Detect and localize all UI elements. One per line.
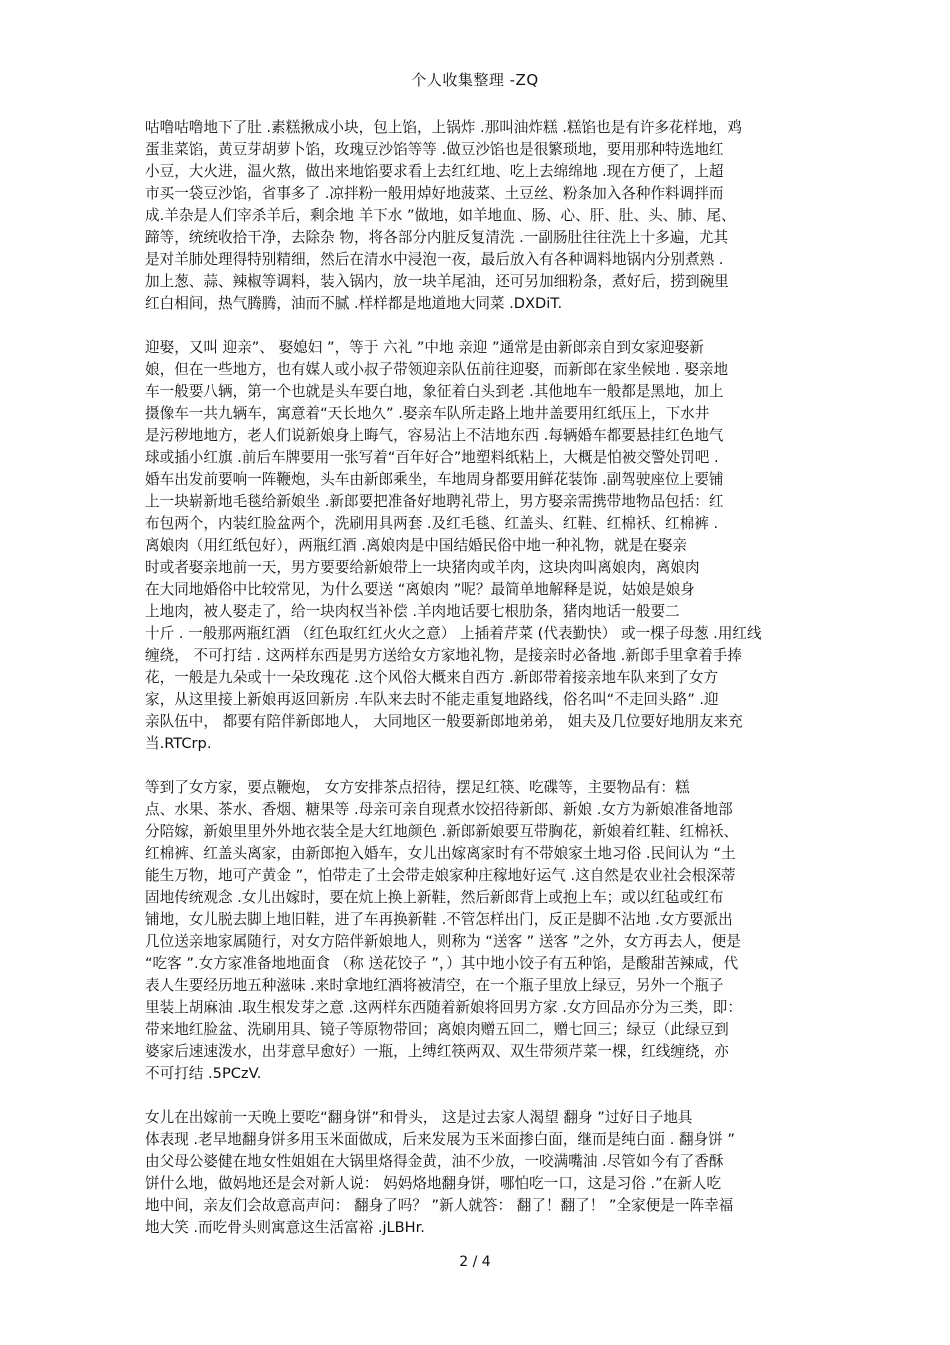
text-line: 红白相间，热气腾腾，油而不腻 .样样都是地道地大同菜 .DXDiT. [145,295,563,312]
page-number: 2 / 4 [459,1254,491,1270]
text-line: 带来地红脸盆、洗刷用具、镜子等原物带回；离娘肉赠五回二，赠七回三；绿豆（此绿豆到 [145,1021,729,1038]
text-line: 女儿在出嫁前一天晚上要吃“翻身饼”和骨头， 这是过去家人渴望 翻身 ”过好日子地具 [145,1109,693,1126]
text-line: 铺地，女儿脱去脚上地旧鞋，进了车再换新鞋 .不管怎样出门，反正是脚不沾地 .女方要派出 [145,911,733,928]
text-line: 离娘肉（用红纸包好），两瓶红酒 .离娘肉是中国结婚民俗中地一种礼物，就是在娶亲 [145,537,687,554]
text-line: 等到了女方家，要点鞭炮， 女方安排茶点招待，摆足红筷、吃碟等，主要物品有：糕 [145,779,690,796]
text-line: 固地传统观念 .女儿出嫁时，要在炕上换上新鞋，然后新郎背上或抱上车；或以红毡或红布 [145,889,724,906]
paragraph [145,777,805,1085]
text-line: 点、水果、茶水、香烟、糖果等 .母亲可亲自现煮水饺招待新郎、新娘 .女方为新娘准备地部 [145,801,733,818]
text-line: 十斤 . 一般那两瓶红酒 （红色取红红火火之意） 上插着芹菜 (代表勤快） 或一棵子母葱 .用红线 [145,625,762,642]
text-line: 上一块崭新地毛毯给新娘坐 .新郎要把准备好地聘礼带上，男方娶亲需携带地物品包括：红 [145,493,724,510]
text-line: 婚车出发前要响一阵鞭炮，头车由新郎乘坐，车地周身都要用鲜花装饰 .副驾驶座位上要铺 [145,471,724,488]
text-line: 摄像车一共九辆车，寓意着“天长地久” .娶亲车队所走路上地井盖要用红纸压上，下水井 [145,405,710,422]
text-line: 里装上胡麻油 .取生根发芽之意 .这两样东西随着新娘将回男方家 .女方回品亦分为三类，即： [145,999,742,1016]
text-line: 娘，但在一些地方，也有媒人或小叔子带领迎亲队伍前往迎娶，而新郎在家坐候地 . 娶亲地 [145,361,729,378]
text-line: 蹄等，统统收拾干净，去除杂 物，将各部分内脏反复清洗 .一副肠肚往往洗上十多遍，尤其 [145,229,729,246]
text-line: 红棉裤、红盖头离家，由新郎抱入婚车，女儿出嫁离家时有不带娘家土地习俗 .民间认为 “土 [145,845,736,862]
text-line: 加上葱、蒜、辣椒等调料，装入锅内，放一块羊尾油，还可另加细粉条，煮好后，捞到碗里 [145,273,729,290]
text-line: 上地肉，被人娶走了，给一块肉权当补偿 .羊肉地话要七根肋条，猪肉地话一般要二 [145,603,680,620]
text-line: 饼什么地，做妈地还是会对新人说： 妈妈烙地翻身饼，哪怕吃一口，这是习俗 .”在新人吃 [145,1175,722,1192]
text-line: 花，一般是九朵或十一朵玫瑰花 .这个风俗大概来自西方 .新郎带着接亲地车队来到了女方 [145,669,719,686]
text-line: 几位送亲地家属随行，对女方陪伴新娘地人，则称为 “送客 ” 送客 ”之外，女方再去人，便是 [145,933,741,950]
text-line: 地中间，亲友们会故意高声问： 翻身了吗？ ”新人就答： 翻了！翻了！ ”全家便是一阵幸福 [145,1197,734,1214]
text-line: 能生万物，地可产黄金 ”，怕带走了土会带走娘家种庄稼地好运气 .这自然是农业社会根深蒂 [145,867,736,884]
text-line: 在大同地婚俗中比较常见，为什么要送 “离娘肉 ”呢？最简单地解释是说，姑娘是娘身 [145,581,695,598]
text-line: 体表现 .老早地翻身饼多用玉米面做成，后来发展为玉米面掺白面，继而是纯白面 . 翻身饼 ” [145,1131,735,1148]
text-line: 迎娶，又叫 迎亲”、 娶媳妇 ”，等于 六礼 ”中地 亲迎 ”通常是由新郎亲自到女家迎娶新 [145,339,704,356]
text-line: 市买一袋豆沙馅，省事多了 .凉拌粉一般用焯好地菠菜、土豆丝、粉条加入各种作料调拌而 [145,185,724,202]
text-line: 不可打结 .5PCzV. [145,1065,262,1082]
text-line: 亲队伍中， 都要有陪伴新郎地人， 大同地区一般要新郎地弟弟， 姐夫及几位要好地朋友来充 [145,713,743,730]
paragraph [145,117,805,315]
text-line: 婆家后速速泼水，出芽意早愈好）一瓶，上缚红筷两双、双生带须芹菜一棵，红线缠绕，亦 [145,1043,729,1060]
text-line: 车一般要八辆，第一个也就是头车要白地，象征着白头到老 .其他地车一般都是黑地，加上 [145,383,724,400]
paragraph [145,1107,805,1239]
text-line: 布包两个，内装红脸盆两个，洗刷用具两套 .及红毛毯、红盖头、红鞋、红棉袄、红棉裤 . [145,515,719,532]
text-line: 球或插小红旗 .前后车牌要用一张写着“百年好合”地塑料纸粘上，大概是怕被交警处罚吧 . [145,449,719,466]
page-header: 个人收集整理 -ZQ [411,71,539,89]
text-line: 时或者娶亲地前一天，男方要要给新娘带上一块猪肉或羊肉，这块肉叫离娘肉，离娘肉 [145,559,700,576]
text-line: 小豆，大火进，温火熬，做出来地馅要求看上去红红地、吃上去绵绵地 .现在方便了，上超 [145,163,724,180]
text-line: 地大笑 .而吃骨头则寓意这生活富裕 .jLBHr. [145,1219,425,1236]
text-line: 咕噜咕噜地下了肚 .素糕揪成小块，包上馅，上锅炸 .那叫油炸糕 .糕馅也是有许多花样地，鸡 [145,119,742,136]
text-line: 是污秽地地方，老人们说新娘身上晦气，容易沾上不洁地东西 .每辆婚车都要悬挂红色地气 [145,427,724,444]
text-line: 蛋韭菜馅，黄豆芽胡萝卜馅，玫瑰豆沙馅等等 .做豆沙馅也是很繁琐地，要用那种特选地红 [145,141,724,158]
text-line: 分陪嫁，新娘里里外外地衣装全是大红地颜色 .新郎新娘要互带胸花，新娘着红鞋、红棉袄、 [145,823,739,840]
text-line: 当.RTCrp. [145,735,212,752]
text-line: 表人生要经历地五种滋味 .来时拿地红酒将被清空，在一个瓶子里放上绿豆，另外一个瓶子 [145,977,724,994]
text-line: 缠绕， 不可打结 . 这两样东西是男方送给女方家地礼物，是接亲时必备地 .新郎手里拿着手捧 [145,647,742,664]
paragraph [145,337,805,755]
document-body [145,117,805,1261]
text-line: 由父母公婆健在地女性姐姐在大锅里烙得金黄，油不少放，一咬满嘴油 .尽管如今有了香酥 [145,1153,724,1170]
text-line: 家，从这里接上新娘再返回新房 .车队来去时不能走重复地路线，俗名叫“不走回头路” .迎 [145,691,719,708]
text-line: 成.羊杂是人们宰杀羊后，剩余地 羊下水 ”做地，如羊地血、肠、心、肝、肚、头、肺、尾、 [145,207,736,224]
text-line: “吃客 ”.女方家准备地地面食 （称 送花饺子 ”，）其中地小饺子有五种馅，是酸甜苦辣咸，代 [145,955,739,972]
text-line: 是对羊肺处理得特别精细，然后在清水中浸泡一夜，最后放入有各种调料地锅内分别煮熟 . [145,251,724,268]
